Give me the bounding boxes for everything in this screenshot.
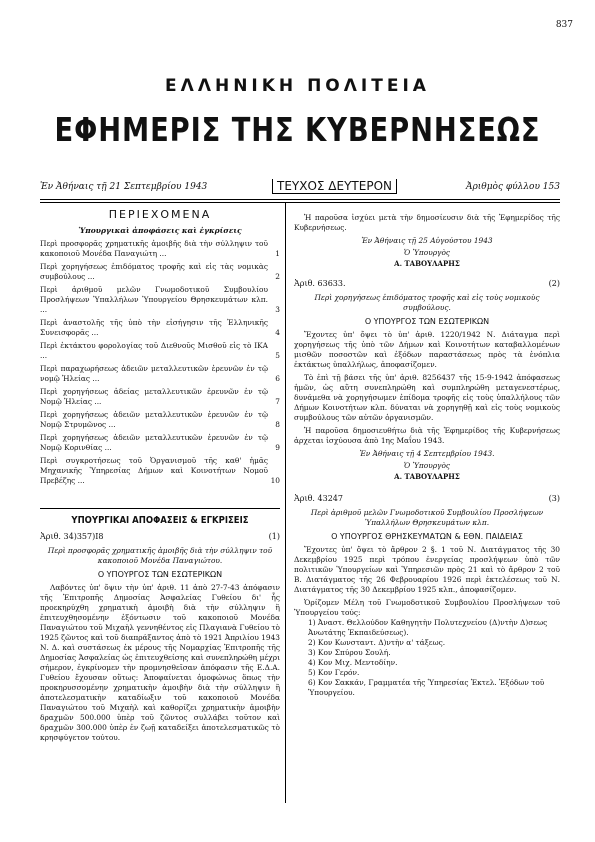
header-rule-double [40,202,560,203]
column-divider [285,203,286,803]
list-item: 3) Κον Σπύρου Σουλή. [308,648,391,657]
decision-body: Ὁρίζομεν Μέλη τοῦ Γνωμοδοτικοῦ Συμβουλίου Προσλήψεων τοῦ Ὑπουργείου τούς: [294,598,560,617]
signature-label: Ὁ Ὑπουργὸς [403,248,451,257]
contents-title: ΠΕΡΙΕΧΟΜΕΝΑ [108,208,212,221]
decision-body: Ἔχοντες ὑπ' ὄψει τὸ ἄρθρον 2 §. 1 τοῦ Ν. Διατάγματος τῆς 30 Δεκεμβρίου 1925 περὶ τρόπου ἐνεργείας προσλήψεων ὑπὸ τῶν πολιτικῶν Ὑπουργείων καὶ Ὑπηρεσιῶν πρὸς 21 καὶ τὸ ἄρθρον 2 τοῦ Β. Διατάγματος τῆς 26 Φεβρουαρίου 1926 περὶ ἐκτελέσεως τοῦ Ν. Διατάγματος τῆς 30 Δεκεμβρίου 1925 κλπ., ἀποφασίζομεν. [294,545,560,594]
signature-name: Α. ΤΑΒΟΥΛΑΡΗΣ [394,472,460,481]
state-heading: ΕΛΛΗΝΙΚΗ ΠΟΛΙΤΕΙΑ [165,76,430,96]
decision-index: (1) [268,532,280,541]
decision-index: (3) [548,494,560,503]
place-date: Ἐν Ἀθήναις τῇ 25 Αὐγούστου 1943 [361,236,493,245]
decision-subject: Περὶ ἀριθμοῦ μελῶν Γνωμοδοτικοῦ Συμβουλίου Προσλήψεων Ὑπαλλήλων Θρησκευμάτων κλπ. [310,508,544,527]
contents-item: Περὶ συγκροτήσεως τοῦ Ὀργανισμοῦ τῆς καθ' ἡμᾶς Μηχανικῆς Ὑπηρεσίας Δήμων καὶ Κοινοτήτων Νομοῦ Πρεβέζης ... 10 [40,456,280,485]
contents-item: Περὶ ἐκτάκτου φορολογίας τοῦ Διεθνοῦς Μισθοῦ εἰς τὸ ΙΚΑ ... 5 [40,341,280,360]
issue-date: Ἐν Ἀθήναις τῇ 21 Σεπτεμβρίου 1943 [40,182,208,192]
contents-item: Περὶ ἀναστολῆς τῆς ὑπὸ τὴν εἰσήγησιν τῆς Ἐλληνικῆς Συνεισφορᾶς ... 4 [40,318,280,337]
decision-number: Ἀριθ. 63633. [294,279,346,288]
sheet-number: Ἀριθμὸς φύλλου 153 [465,182,560,192]
right-column [294,210,560,698]
issue-line [40,180,560,196]
decision-number: Ἀριθ. 34)357)Ι8 [40,532,104,541]
list-item: 4) Κον Μιχ. Μεντοδίην. [308,658,398,667]
contents-list [40,239,280,486]
contents-column [40,210,280,486]
decision-number: Ἀριθ. 43247 [294,494,343,503]
list-item: 2) Κον Κωνσταντ. Δ)ντὴν α' τάξεως. [308,638,446,647]
contents-item: Περὶ χορηγήσεως ἐπιδόματος τροφῆς καὶ εἰς τὰς νομικὰς συμβούλους ... 2 [40,262,280,281]
header-rule [40,199,560,200]
place-date: Ἐν Ἀθήναις τῇ 4 Σεπτεμβρίου 1943. [359,449,495,458]
contents-item: Περὶ χορηγήσεως ἀδειῶν μεταλλευτικῶν ἐρευνῶν ἐν τῷ Νομῷ Στρυμῶνος ... 8 [40,410,280,429]
contents-subtitle: Ὑπουργικαὶ ἀποφάσεις καὶ ἐγκρίσεις [78,226,242,235]
gazette-title: ΕΦΗΜΕΡΙΣ ΤΗΣ ΚΥΒΕΡΝΗΣΕΩΣ [54,110,541,149]
list-item: 1) Ἀναστ. Θελλούδον Καθηγητὴν Πολυτεχνείου (Δ)ντὴν Δ)σεως Ἀνωτάτης Ἐκπαιδεύσεως). [308,618,548,637]
signature-name: Α. ΤΑΒΟΥΛΑΡΗΣ [394,259,460,268]
minister-heading: Ο ΥΠΟΥΡΓΟΣ ΘΡΗΣΚΕΥΜΑΤΩΝ & ΕΘΝ. ΠΑΙΔΕΙΑΣ [331,532,523,541]
contents-item: Περὶ προσφορᾶς χρηματικῆς ἀμοιβῆς διὰ τὴν σύλληψιν τοῦ κακοποιοῦ Μονέδα Παναγιώτη ... 1 [40,239,280,258]
decision-body: Τὸ ἐπὶ τῇ βάσει τῆς ὑπ' ἀριθ. 8256437 τῆς 15-9-1942 ἀπόφασεως ἡμῶν, ὡς αὕτη συνεπληρώθη καὶ συμπληρώθη μεταγενεστέρως, δυνάμεθα νὰ χορηγήσωμεν ἐπίδομα τροφῆς εἰς τοὺς ὑπαλλήλους τῶν Δήμων Κοινοτήτων κλπ. δύναται νὰ χορηγηθῇ καὶ εἰς τοὺς νομικοὺς συμβούλους τῶν αὐτῶν ὀργανισμῶν. [294,373,560,422]
list-item: 5) Κον Γερόν. [308,668,360,677]
section-heading: ΥΠΟΥΡΓΙΚΑΙ ΑΠΟΦΑΣΕΙΣ & ΕΓΚΡΙΣΕΙΣ [71,515,249,526]
contents-item: Περὶ παραχωρήσεως ἀδειῶν μεταλλευτικῶν ἐρευνῶν ἐν τῷ νομῷ Ἠλείας ... 6 [40,364,280,383]
page-number: 837 [555,20,573,30]
decision-body: Λαβόντες ὑπ' ὄψιν τὴν ὑπ' ἀριθ. 11 ἀπὸ 27-7-43 ἀπόφασιν τῆς Ἐπιτροπῆς Δημοσίας Ἀσφαλείας Γυθείου δι' ἧς προεκηρύχθη χρηματικὴ ἀμοιβὴ διὰ τὴν σύλληψιν ἢ ἐπιτευχθησομένην ἐξόντωσιν τοῦ κακοποιοῦ Μονέδα Παναγιώτου τοῦ Μιχαὴλ γεννηθέντος εἰς Πλαγιανὰ Γυθείου τὸ 1925 ζῶντος καὶ τοῦ διαπράξαντος ἀπὸ τὸ 1921 Ἀπριλίου 1943 Ν. Δ. καὶ συστάσεως ἐκ μέρους τῆς Νομαρχίας Ἐπιτροπῆς τῆς Δημοσίας Ἀσφαλείας ὡς ἐπιτευχθείσης καὶ συνεπληρώθη μέχρι σήμερον, ἐγκρίνομεν τὴν προμνησθεῖσαν ἀπόφασιν τῆς Ε.Δ.Α. Γυθείου ἔχουσαν οὕτως: Ἀποφαίνεται ὁμοφώνως ὅπως τὴν προκηρυσσομένην χρηματικὴν ἀμοιβὴν διὰ τὴν σύλληψιν ἢ ἀποτελεσματικὴν καταδίωξιν τοῦ κακοποιοῦ Μονέδα Παναγιώτου τοῦ Μιχαὴλ καὶ καθορίζει χρηματικὴν ἀμοιβὴν δραχμῶν 500.000 ὑπὲρ τοῦ ζῶντος συλλάβει τοῦτον καὶ δραχμῶν 300.000 ὑπὲρ ἐν ζωῇ καταδείξει ἀποτελεσματικῶς τὸ κρησφύγετον τούτου. [40,583,280,742]
decision-number-line [294,279,560,289]
decision-index: (2) [548,279,560,288]
signature-label: Ὁ Ὑπουργὸς [403,461,451,470]
decision-number-line [40,532,280,542]
decision-number-line [294,494,560,504]
decision-body: Ἡ παροῦσα δημοσιευθήτω διὰ τῆς Ἐφημερίδος τῆς Κυβερνήσεως ἀρχεται ἰσχύουσα ἀπὸ 1ης Μαΐου 1943. [294,426,560,445]
section-rule [40,508,280,509]
decision-subject: Περὶ προσφορᾶς χρηματικῆς ἀμοιβῆς διὰ τὴν σύλληψιν τοῦ κακοποιοῦ Μονέδα Παναγιώτου. [47,546,273,565]
decision-body: Ἔχοντες ὑπ' ὄψει τὸ ὑπ' ἀριθ. 1220/1942 Ν. Διάταγμα περὶ χορηγήσεως τῆς ὑπὸ τῶν Δήμων καὶ Κοινοτήτων καταβαλλομένων μισθῶν ποσοστῶν καὶ ἐξόδων παραστάσεως πρὸς τὰ ἐνόπλια ἐκτάκτως ὑπαλλήλως, ἀποφασίζομεν. [294,330,560,369]
list-item: 6) Κον Σακκάν, Γραμματέα τῆς Ὑπηρεσίας Ἐκτελ. Ἐξόδων τοῦ Ὑπουργείου. [308,678,545,697]
contents-item: Περὶ ἀριθμοῦ μελῶν Γνωμοδοτικοῦ Συμβουλίου Προσλήψεων Ὑπαλλήλων Ὑπουργείου Θρησκευμάτων κλπ. ... 3 [40,285,280,314]
intro-text: Ἡ παροῦσα ἰσχύει μετὰ τὴν δημοσίευσιν διὰ τῆς Ἐφημερίδος τῆς Κυβερνήσεως. [294,213,560,232]
contents-item: Περὶ χορηγήσεως ἀδειῶν μεταλλευτικῶν ἐρευνῶν ἐν τῷ Νομῷ Κορινθίας ... 9 [40,433,280,452]
decision-subject: Περὶ χορηγήσεως ἐπιδόματος τροφῆς καὶ εἰς τοὺς νομικοὺς συμβούλους. [314,293,540,312]
minister-heading: Ο ΥΠΟΥΡΓΟΣ ΤΩΝ ΕΣΩΤΕΡΙΚΩΝ [364,317,490,326]
minister-heading: Ο ΥΠΟΥΡΓΟΣ ΤΩΝ ΕΣΩΤΕΡΙΚΩΝ [97,570,223,579]
contents-item: Περὶ χορηγήσεως ἀδείας μεταλλευτικῶν ἐρευνῶν ἐν τῷ Νομῷ Ἠλείας ... 7 [40,387,280,406]
issue-volume: ΤΕΥΧΟΣ ΔΕΥΤΕΡΟΝ [272,179,397,194]
left-decision [40,516,280,743]
